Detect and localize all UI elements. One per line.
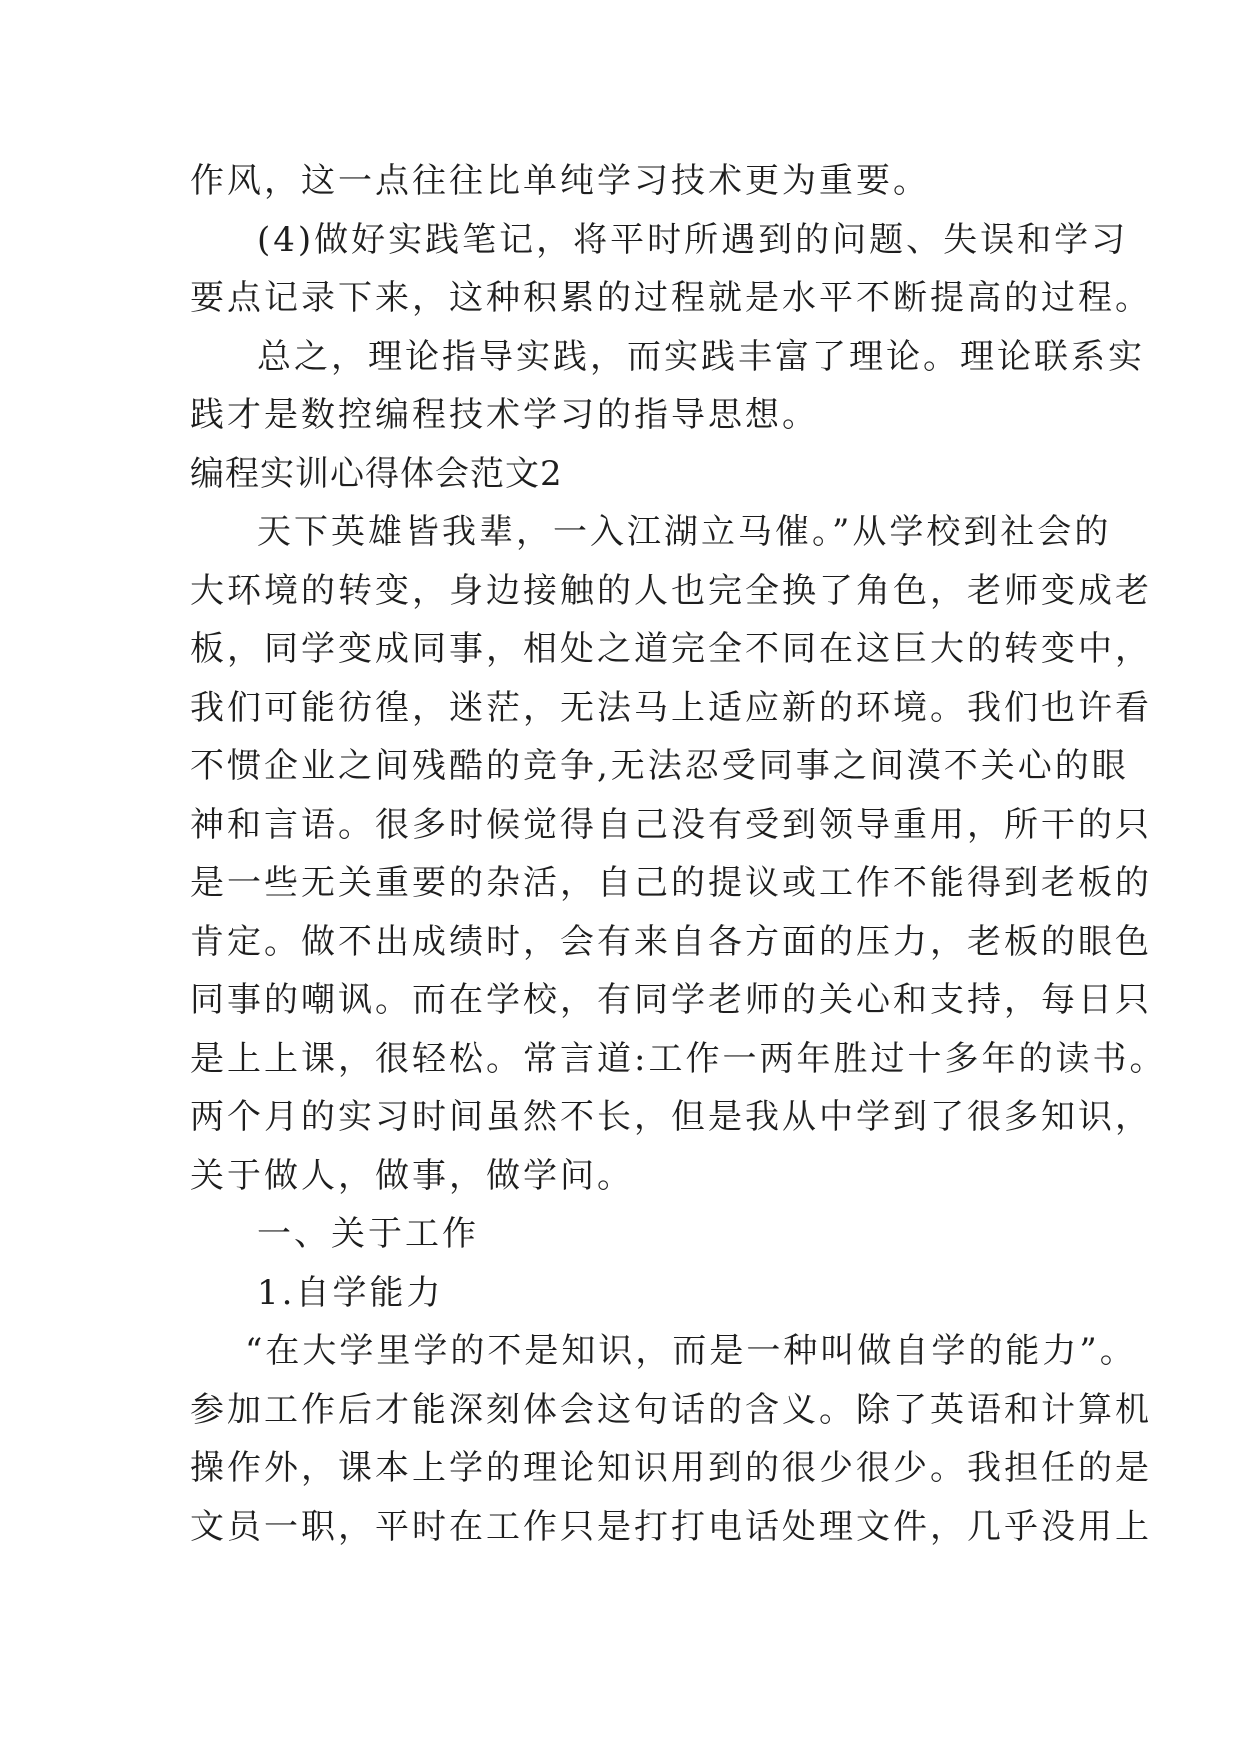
text-line: “在大学里学的不是知识，而是一种叫做自学的能力”。	[245, 1331, 1137, 1371]
document-body	[190, 152, 1167, 1556]
text-line: 是一些无关重要的杂活，自己的提议或工作不能得到老板的	[190, 863, 1152, 903]
text-line: 文员一职，平时在工作只是打打电话处理文件，几乎没用上	[190, 1506, 1152, 1547]
section-heading: 编程实训心得体会范文2	[190, 453, 563, 494]
text-line: (4)做好实践笔记，将平时所遇到的问题、失误和学习	[257, 219, 1129, 260]
text-line: 天下英雄皆我辈，一入江湖立马催。”从学校到社会的	[257, 512, 1112, 552]
text-line: 操作外，课本上学的理论知识用到的很少很少。我担任的是	[190, 1448, 1152, 1488]
text-line: 肯定。做不出成绩时，会有来自各方面的压力，老板的眼色	[190, 921, 1152, 962]
text-line: 要点记录下来，这种积累的过程就是水平不断提高的过程。	[190, 278, 1152, 318]
text-line: 我们可能彷徨，迷茫，无法马上适应新的环境。我们也许看	[190, 687, 1152, 728]
subsection-heading: 一、关于工作	[257, 1214, 479, 1254]
text-line: 大环境的转变，身边接触的人也完全换了角色，老师变成老	[190, 570, 1152, 611]
text-line: 是上上课，很轻松。常言道:工作一两年胜过十多年的读书。	[190, 1038, 1167, 1079]
text-line: 作风，这一点往往比单纯学习技术更为重要。	[190, 161, 930, 201]
text-line: 关于做人，做事，做学问。	[190, 1155, 634, 1196]
text-line: 不惯企业之间残酷的竞争,无法忍受同事之间漠不关心的眼	[190, 746, 1129, 786]
text-line: 板，同学变成同事，相处之道完全不同在这巨大的转变中，	[190, 629, 1152, 669]
text-line: 践才是数控编程技术学习的指导思想。	[190, 395, 819, 435]
text-line: 两个月的实习时间虽然不长，但是我从中学到了很多知识，	[190, 1097, 1152, 1137]
text-line: 参加工作后才能深刻体会这句话的含义。除了英语和计算机	[190, 1389, 1152, 1430]
text-line: 同事的嘲讽。而在学校，有同学老师的关心和支持，每日只	[190, 980, 1152, 1020]
subsection-heading: 1.自学能力	[257, 1272, 444, 1313]
text-line: 总之，理论指导实践，而实践丰富了理论。理论联系实	[257, 336, 1145, 377]
text-line: 神和言语。很多时候觉得自己没有受到领导重用，所干的只	[190, 804, 1152, 845]
